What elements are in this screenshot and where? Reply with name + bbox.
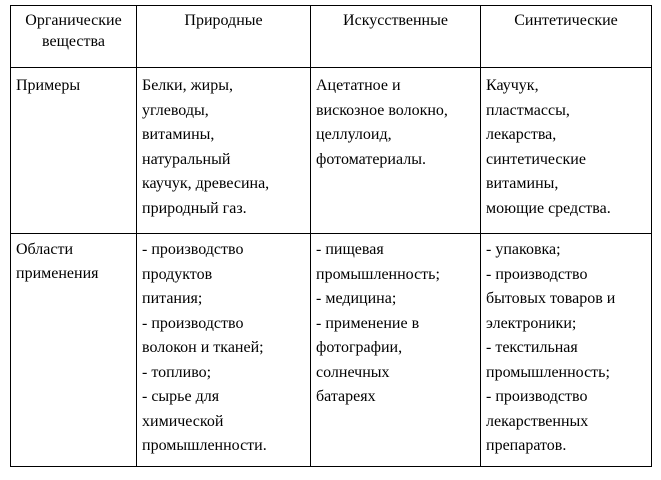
cell-line: промышленность; — [316, 265, 440, 283]
cell-line: батареях — [316, 388, 376, 405]
cell-line: промышленность; — [486, 363, 610, 381]
cell-line: Белки, жиры, — [142, 77, 233, 94]
cell-line: лекарства, — [486, 126, 557, 143]
cell-line: - сырье для — [142, 388, 220, 405]
cell-line: фотографии, — [316, 339, 403, 356]
cell-line: волокон и тканей; — [142, 339, 264, 356]
cell-line: - упаковка; — [486, 241, 561, 258]
header-artificial: Искусственные — [311, 6, 481, 68]
cell-line: - производство — [142, 241, 244, 258]
cell-line: синтетические — [486, 150, 586, 168]
cell-line: пластмассы, — [486, 101, 570, 119]
cell-line: витамины, — [142, 126, 215, 143]
cell-line: препаратов. — [486, 437, 567, 454]
cell-examples-synthetic — [481, 68, 652, 234]
cell-line: - текстильная — [486, 339, 578, 356]
cell-line: промышленности. — [142, 437, 267, 454]
cell-line: Ацетатное и — [316, 77, 401, 94]
cell-examples-natural — [137, 68, 311, 234]
cell-line: - пищевая — [316, 241, 384, 258]
cell-applications-natural — [137, 234, 311, 467]
organic-substances-table — [10, 5, 652, 467]
cell-line: фотоматериалы. — [316, 150, 426, 168]
table-header-row — [11, 6, 652, 68]
table-row-applications — [11, 234, 652, 467]
cell-line: - медицина; — [316, 290, 397, 307]
cell-line: природный газ. — [142, 199, 247, 217]
cell-line: вискозное волокно, — [316, 101, 448, 119]
cell-line: - производство — [486, 265, 588, 283]
cell-examples-artificial — [311, 68, 481, 234]
cell-line: бытовых товаров и — [486, 290, 616, 307]
cell-line: лекарственных — [486, 412, 589, 430]
cell-line: углеводы, — [142, 101, 209, 119]
cell-line: питания; — [142, 290, 203, 307]
cell-line: солнечных — [316, 363, 390, 381]
cell-line: - применение в — [316, 314, 420, 332]
cell-line: химической — [142, 412, 224, 430]
cell-applications-artificial — [311, 234, 481, 467]
header-natural: Природные — [137, 6, 311, 68]
cell-line: - производство — [486, 388, 588, 405]
cell-line: Каучук, — [486, 77, 539, 94]
cell-line: витамины, — [486, 175, 559, 192]
cell-line: - производство — [142, 314, 244, 332]
cell-line: моющие средства. — [486, 199, 611, 217]
header-organic-substances: Органические вещества — [11, 6, 137, 68]
header-synthetic: Синтетические — [481, 6, 652, 68]
cell-applications-synthetic — [481, 234, 652, 467]
cell-line: каучук, древесина, — [142, 175, 270, 192]
cell-line: - топливо; — [142, 363, 212, 381]
table-row-examples — [11, 68, 652, 234]
cell-line: натуральный — [142, 150, 231, 168]
cell-line: целлулоид, — [316, 126, 392, 143]
cell-line: продуктов — [142, 265, 213, 283]
row-label-applications: Области применения — [11, 234, 137, 467]
cell-line: электроники; — [486, 314, 577, 332]
row-label-examples: Примеры — [11, 68, 137, 234]
